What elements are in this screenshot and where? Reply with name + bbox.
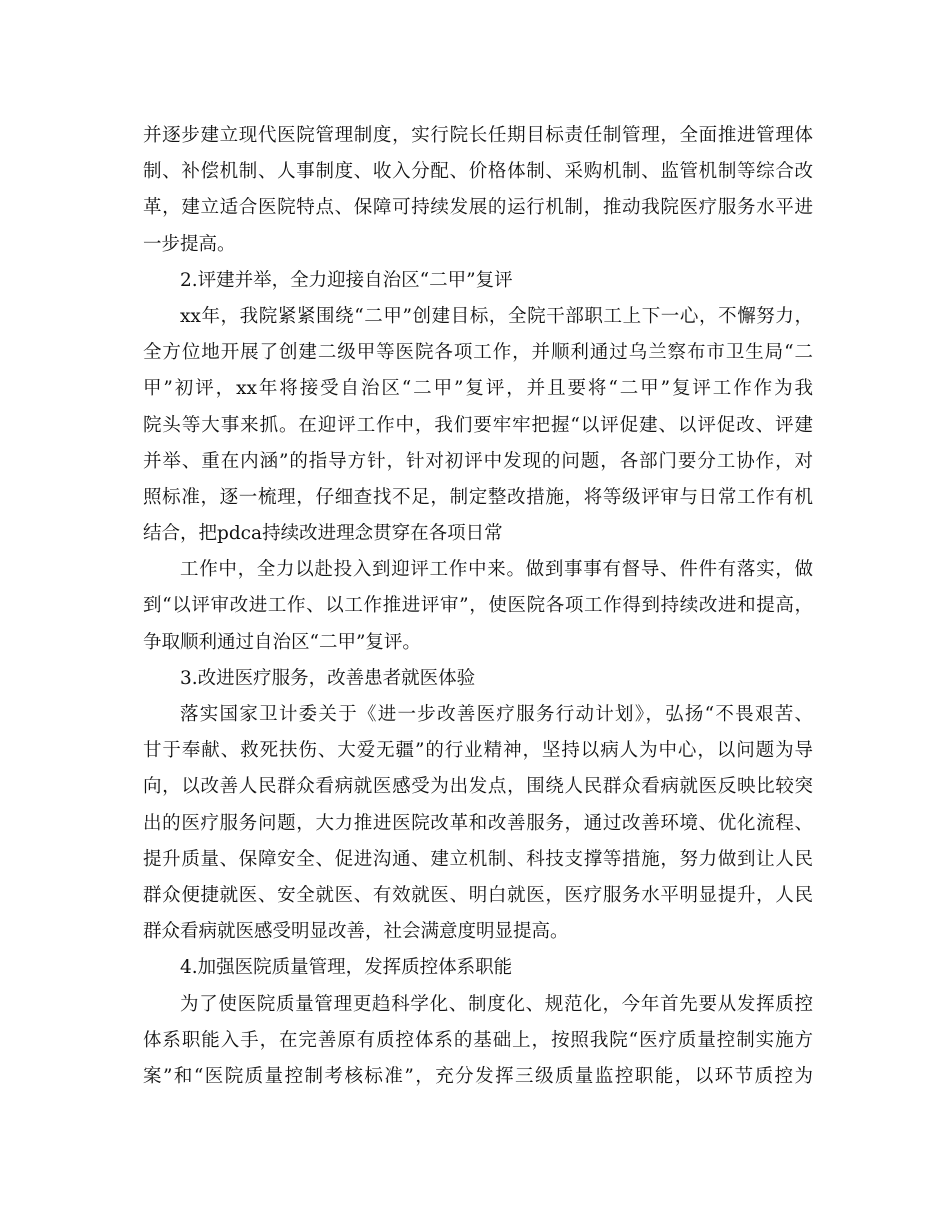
text-line: 落实国家卫计委关于《进一步改善医疗服务行动计划》，弘扬“不畏艰苦、 bbox=[180, 704, 813, 725]
text-line: 提升质量、保障安全、促进沟通、建立机制、科技支撑等措施，努力做到让人民 bbox=[143, 848, 813, 870]
text-line: 结合，把pdca持续改进理念贯穿在各项日常 bbox=[143, 523, 503, 545]
text-line: 甲”初评，xx年将接受自治区“二甲”复评，并且要将“二甲”复评工作作为我 bbox=[143, 378, 813, 400]
text-line: 群众看病就医感受明显改善，社会满意度明显提高。 bbox=[143, 921, 569, 943]
text-line: 体系职能入手，在完善原有质控体系的基础上，按照我院“医疗质量控制实施方 bbox=[143, 1029, 813, 1051]
document-body bbox=[143, 118, 813, 1095]
text-line: 群众便捷就医、安全就医、有效就医、明白就医，医疗服务水平明显提升，人民 bbox=[143, 884, 813, 906]
section-heading: 2.评建并举，全力迎接自治区“二甲”复评 bbox=[180, 269, 513, 291]
text-line: 案”和“医院质量控制考核标准”，充分发挥三级质量监控职能，以环节质控为 bbox=[143, 1065, 813, 1087]
text-line: 甘于奉献、救死扶伤、大爱无疆”的行业精神，坚持以病人为中心，以问题为导 bbox=[143, 740, 813, 762]
text-line: 争取顺利通过自治区“二甲”复评。 bbox=[143, 631, 421, 653]
text-line: 院头等大事来抓。在迎评工作中，我们要牢牢把握“以评促建、以评促改、评建 bbox=[143, 414, 813, 436]
text-line: 到“以评审改进工作、以工作推进评审”，使医院各项工作得到持续改进和提高， bbox=[143, 595, 813, 617]
text-line: 为了使医院质量管理更趋科学化、制度化、规范化，今年首先要从发挥质控 bbox=[180, 993, 813, 1015]
section-heading: 3.改进医疗服务，改善患者就医体验 bbox=[180, 667, 476, 689]
text-line: 照标准，逐一梳理，仔细查找不足，制定整改措施，将等级评审与日常工作有机 bbox=[143, 486, 813, 508]
text-line: 一步提高。 bbox=[143, 233, 236, 255]
text-line: 工作中，全力以赴投入到迎评工作中来。做到事事有督导、件件有落实，做 bbox=[180, 559, 813, 581]
section-heading: 4.加强医院质量管理，发挥质控体系职能 bbox=[180, 957, 513, 979]
text-line: 并逐步建立现代医院管理制度，实行院长任期目标责任制管理，全面推进管理体 bbox=[143, 125, 813, 146]
text-line: 革，建立适合医院特点、保障可持续发展的运行机制，推动我院医疗服务水平进 bbox=[143, 197, 813, 219]
text-line: 制、补偿机制、人事制度、收入分配、价格体制、采购机制、监管机制等综合改 bbox=[143, 161, 813, 183]
text-line: 全方位地开展了创建二级甲等医院各项工作，并顺利通过乌兰察布市卫生局“二 bbox=[143, 342, 813, 364]
text-line: xx年，我院紧紧围绕“二甲”创建目标，全院干部职工上下一心，不懈努力， bbox=[180, 305, 813, 327]
text-line: 并举、重在内涵”的指导方针，针对初评中发现的问题，各部门要分工协作，对 bbox=[143, 450, 813, 472]
text-line: 向，以改善人民群众看病就医感受为出发点，围绕人民群众看病就医反映比较突 bbox=[143, 776, 813, 798]
text-line: 出的医疗服务问题，大力推进医院改革和改善服务，通过改善环境、优化流程、 bbox=[143, 812, 813, 834]
